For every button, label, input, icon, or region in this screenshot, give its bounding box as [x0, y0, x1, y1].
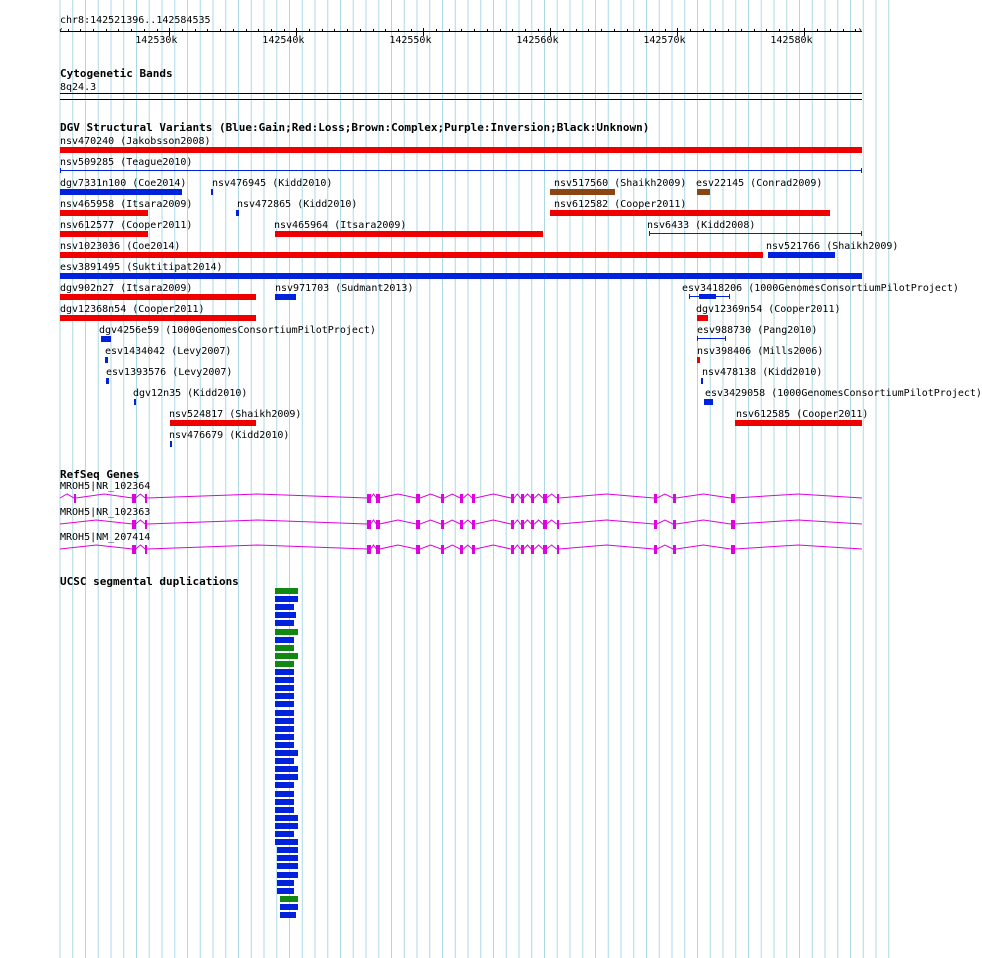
dgv-variant-label[interactable]: nsv1023036 (Coe2014) — [60, 241, 181, 252]
transcript-label[interactable]: MROH5|NM_207414 — [60, 532, 151, 543]
segdup-block[interactable] — [275, 669, 293, 675]
refseq-track-title: RefSeq Genes — [60, 468, 140, 481]
dgv-variant-label[interactable]: nsv524817 (Shaikh2009) — [169, 409, 302, 420]
exon-block[interactable] — [472, 545, 475, 554]
dgv-variant-label[interactable]: nsv517560 (Shaikh2009) — [554, 178, 687, 189]
segdup-block[interactable] — [275, 831, 293, 837]
segdup-block[interactable] — [275, 693, 293, 699]
segdup-block[interactable] — [275, 620, 293, 626]
segdup-block[interactable] — [275, 653, 297, 659]
dgv-variant-label[interactable]: dgv4256e59 (1000GenomesConsortiumPilotProject) — [99, 325, 376, 336]
segdup-block[interactable] — [275, 661, 293, 667]
segdup-block[interactable] — [277, 847, 298, 853]
segdup-block[interactable] — [275, 839, 297, 845]
segdup-block[interactable] — [275, 823, 297, 829]
segdup-block[interactable] — [275, 734, 293, 740]
ruler-tick-label: 142540k — [262, 35, 305, 46]
exon-block[interactable] — [460, 545, 463, 554]
dgv-variant-label[interactable]: dgv902n27 (Itsara2009) — [60, 283, 193, 294]
dgv-variant-label[interactable]: esv22145 (Conrad2009) — [696, 178, 823, 189]
dgv-variant-label[interactable]: nsv465964 (Itsara2009) — [274, 220, 407, 231]
ruler-tick-label: 142550k — [389, 35, 432, 46]
segdup-block[interactable] — [277, 880, 294, 886]
dgv-variant-label[interactable]: dgv12369n54 (Cooper2011) — [696, 304, 841, 315]
dgv-variant-label[interactable]: nsv398406 (Mills2006) — [697, 346, 824, 357]
segdup-block[interactable] — [277, 855, 298, 861]
segdup-block[interactable] — [280, 912, 295, 918]
dgv-variant-label[interactable]: nsv476945 (Kidd2010) — [212, 178, 333, 189]
dgv-variant-label[interactable]: nsv612582 (Cooper2011) — [554, 199, 687, 210]
segdup-block[interactable] — [277, 872, 298, 878]
segdup-block[interactable] — [280, 904, 297, 910]
segdup-block[interactable] — [275, 766, 297, 772]
segdup-block[interactable] — [275, 710, 293, 716]
segdup-block[interactable] — [275, 750, 297, 756]
dgv-variant-label[interactable]: esv1434042 (Levy2007) — [105, 346, 232, 357]
exon-block[interactable] — [416, 545, 420, 554]
exon-block[interactable] — [511, 545, 514, 554]
dgv-variant-label[interactable]: nsv470240 (Jakobsson2008) — [60, 136, 211, 147]
dgv-variant-label[interactable]: esv3429058 (1000GenomesConsortiumPilotProject) — [705, 388, 982, 399]
segdup-block[interactable] — [277, 888, 294, 894]
ruler-right-arrow: › — [857, 25, 864, 36]
exon-block[interactable] — [521, 545, 524, 554]
dgv-variant-label[interactable]: nsv509285 (Teague2010) — [60, 157, 193, 168]
cyto-track-title: Cytogenetic Bands — [60, 67, 173, 80]
dgv-variant-label[interactable]: nsv478138 (Kidd2010) — [702, 367, 823, 378]
segdup-block[interactable] — [275, 774, 297, 780]
dgv-variant-label[interactable]: nsv465958 (Itsara2009) — [60, 199, 193, 210]
exon-block[interactable] — [376, 545, 379, 554]
exon-block[interactable] — [673, 545, 676, 554]
exon-block[interactable] — [557, 545, 560, 554]
exon-block[interactable] — [367, 545, 370, 554]
ruler-tick-label: 142560k — [516, 35, 559, 46]
ruler-tick-label: 142530k — [135, 35, 178, 46]
segdup-block[interactable] — [275, 677, 293, 683]
dgv-variant-label[interactable]: esv1393576 (Levy2007) — [106, 367, 233, 378]
segdup-block[interactable] — [275, 815, 297, 821]
region-label: chr8:142521396..142584535 — [60, 15, 211, 26]
segdup-block[interactable] — [275, 604, 293, 610]
exon-block[interactable] — [543, 545, 547, 554]
exon-block[interactable] — [654, 545, 657, 554]
dgv-variant-label[interactable]: nsv6433 (Kidd2008) — [647, 220, 756, 231]
dgv-track-title: DGV Structural Variants (Blue:Gain;Red:Loss;Brown:Complex;Purple:Inversion;Black:Unknown) — [60, 121, 650, 134]
exon-block[interactable] — [441, 545, 444, 554]
cyto-band-label: 8q24.3 — [60, 82, 97, 93]
exon-block[interactable] — [731, 545, 735, 554]
dgv-variant-label[interactable]: nsv612577 (Cooper2011) — [60, 220, 193, 231]
segdup-block[interactable] — [280, 896, 297, 902]
segdup-block[interactable] — [275, 799, 293, 805]
ruler-left-arrow: ‹ — [58, 25, 65, 36]
segdup-track-title: UCSC segmental duplications — [60, 575, 239, 588]
segdup-block[interactable] — [275, 758, 293, 764]
exon-block[interactable] — [531, 545, 534, 554]
exon-block[interactable] — [145, 545, 147, 554]
segdup-block[interactable] — [275, 742, 293, 748]
transcript-label[interactable]: MROH5|NR_102363 — [60, 507, 151, 518]
exon-block[interactable] — [132, 545, 135, 554]
segdup-block[interactable] — [277, 863, 298, 869]
segdup-block[interactable] — [275, 782, 293, 788]
dgv-variant-label[interactable]: nsv472865 (Kidd2010) — [237, 199, 358, 210]
ruler-tick-label: 142580k — [770, 35, 813, 46]
segdup-block[interactable] — [275, 588, 297, 594]
dgv-variant-label[interactable]: esv3418206 (1000GenomesConsortiumPilotProject) — [682, 283, 959, 294]
segdup-block[interactable] — [275, 637, 293, 643]
dgv-variant-label[interactable]: dgv7331n100 (Coe2014) — [60, 178, 187, 189]
dgv-variant-label[interactable]: nsv612585 (Cooper2011) — [736, 409, 869, 420]
segdup-block[interactable] — [275, 645, 293, 651]
segdup-block[interactable] — [275, 701, 293, 707]
dgv-variant-label[interactable]: nsv971703 (Sudmant2013) — [275, 283, 414, 294]
dgv-variant-label[interactable]: nsv521766 (Shaikh2009) — [766, 241, 899, 252]
segdup-block[interactable] — [275, 685, 293, 691]
segdup-block[interactable] — [275, 596, 297, 602]
segdup-block[interactable] — [275, 807, 293, 813]
segdup-block[interactable] — [275, 791, 293, 797]
transcript-label[interactable]: MROH5|NR_102364 — [60, 481, 151, 492]
dgv-variant-label[interactable]: esv988730 (Pang2010) — [697, 325, 818, 336]
dgv-variant-label[interactable]: dgv12368n54 (Cooper2011) — [60, 304, 205, 315]
segdup-block[interactable] — [275, 629, 297, 635]
segdup-block[interactable] — [275, 726, 293, 732]
ruler-tick-label: 142570k — [643, 35, 686, 46]
dgv-variant-label[interactable]: esv3891495 (Suktitipat2014) — [60, 262, 223, 273]
dgv-variant-label[interactable]: nsv476679 (Kidd2010) — [169, 430, 290, 441]
dgv-variant-label[interactable]: dgv12n35 (Kidd2010) — [133, 388, 248, 399]
segdup-block[interactable] — [275, 718, 293, 724]
segdup-block[interactable] — [275, 612, 295, 618]
